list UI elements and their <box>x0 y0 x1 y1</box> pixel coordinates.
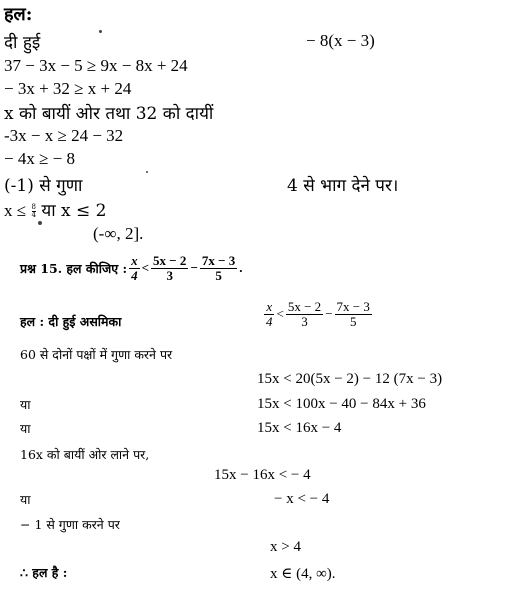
question-fraction-2-num: 5x − 2 <box>153 253 187 268</box>
solution-fraction-1-den: 4 <box>266 313 273 329</box>
stray-mark <box>99 30 102 33</box>
equation-4: 15x − 16x < − 4 <box>214 467 311 483</box>
question-fraction-1 <box>129 254 140 282</box>
solution-fraction-3 <box>335 300 372 328</box>
equation-7: x ∈ (4, ∞). <box>270 566 336 582</box>
solution-fraction-3-num: 7x − 3 <box>336 299 370 314</box>
equation-1: 15x < 20(5x − 2) − 12 (7x − 3) <box>257 371 443 387</box>
ya-label-2: या <box>20 421 31 436</box>
equation-3: 15x < 16x − 4 <box>257 420 342 436</box>
solution-fraction-1-num: x <box>266 299 273 314</box>
step-7-fraction-den: 4 <box>31 211 36 219</box>
solution-fraction-2-den: 3 <box>301 313 308 329</box>
question-fraction-2-den: 3 <box>166 267 173 283</box>
solution-fraction-1 <box>264 300 275 328</box>
ya-label-1: या <box>20 397 31 412</box>
equation-6: x > 4 <box>270 539 301 555</box>
given-expression: − 8(x − 3) <box>306 31 375 50</box>
question-15 <box>20 254 243 282</box>
answer-interval: (-∞, 2]. <box>93 224 144 243</box>
question-fraction-2 <box>151 254 188 282</box>
multiply-60-text: 60 से दोनों पक्षों में गुणा करने पर <box>20 347 173 362</box>
question-fraction-1-num: x <box>131 253 138 268</box>
solution-minus-sign: − <box>325 306 333 322</box>
question-end-period: . <box>239 260 243 276</box>
ya-label-3: या <box>20 492 31 507</box>
move-16x-text: 16x को बायीं ओर लाने पर, <box>20 447 150 462</box>
step-3: x को बायीं ओर तथा 32 को दायीं <box>4 104 214 124</box>
solution-lt-sign: < <box>276 306 284 322</box>
step-7-fraction <box>32 204 36 219</box>
step-6-divide: 4 से भाग देने पर। <box>287 176 399 196</box>
step-4: -3x − x ≥ 24 − 32 <box>4 126 124 145</box>
step-5: − 4x ≥ − 8 <box>4 149 76 168</box>
multiply-minus-1-text: − 1 से गुणा करने पर <box>20 517 120 532</box>
solution-fraction-2 <box>286 300 323 328</box>
solution-15-label: हल : दी हुई असमिका <box>20 314 122 329</box>
question-fraction-1-den: 4 <box>131 267 138 283</box>
therefore-solution-label: ∴ हल है : <box>20 565 68 580</box>
stray-mark <box>38 221 42 225</box>
step-1: 37 − 3x − 5 ≥ 9x − 8x + 24 <box>4 56 188 75</box>
step-7-fraction-num: 8 <box>31 203 36 211</box>
question-15-label: प्रश्न 15. हल कीजिए : <box>20 260 128 276</box>
step-2: − 3x + 32 ≥ x + 24 <box>4 79 132 98</box>
step-7 <box>4 198 107 221</box>
question-minus-sign: − <box>190 260 198 276</box>
solution-15-inequality <box>262 300 374 328</box>
question-fraction-3-den: 5 <box>215 267 222 283</box>
question-lt-sign: < <box>141 260 150 276</box>
question-fraction-3 <box>200 254 237 282</box>
step-7-suffix: या x ≤ 2 <box>41 201 107 221</box>
given-label: दी हुई <box>4 33 41 53</box>
stray-mark <box>146 171 148 173</box>
solution-heading: हल: <box>4 4 33 25</box>
step-7-prefix: x ≤ <box>4 201 27 220</box>
step-6-multiply: (-1) से गुणा <box>4 176 83 196</box>
equation-2: 15x < 100x − 40 − 84x + 36 <box>257 396 426 412</box>
solution-fraction-3-den: 5 <box>349 313 357 329</box>
question-fraction-3-num: 7x − 3 <box>201 253 236 268</box>
equation-5: − x < − 4 <box>274 491 330 507</box>
solution-fraction-2-num: 5x − 2 <box>287 299 322 314</box>
